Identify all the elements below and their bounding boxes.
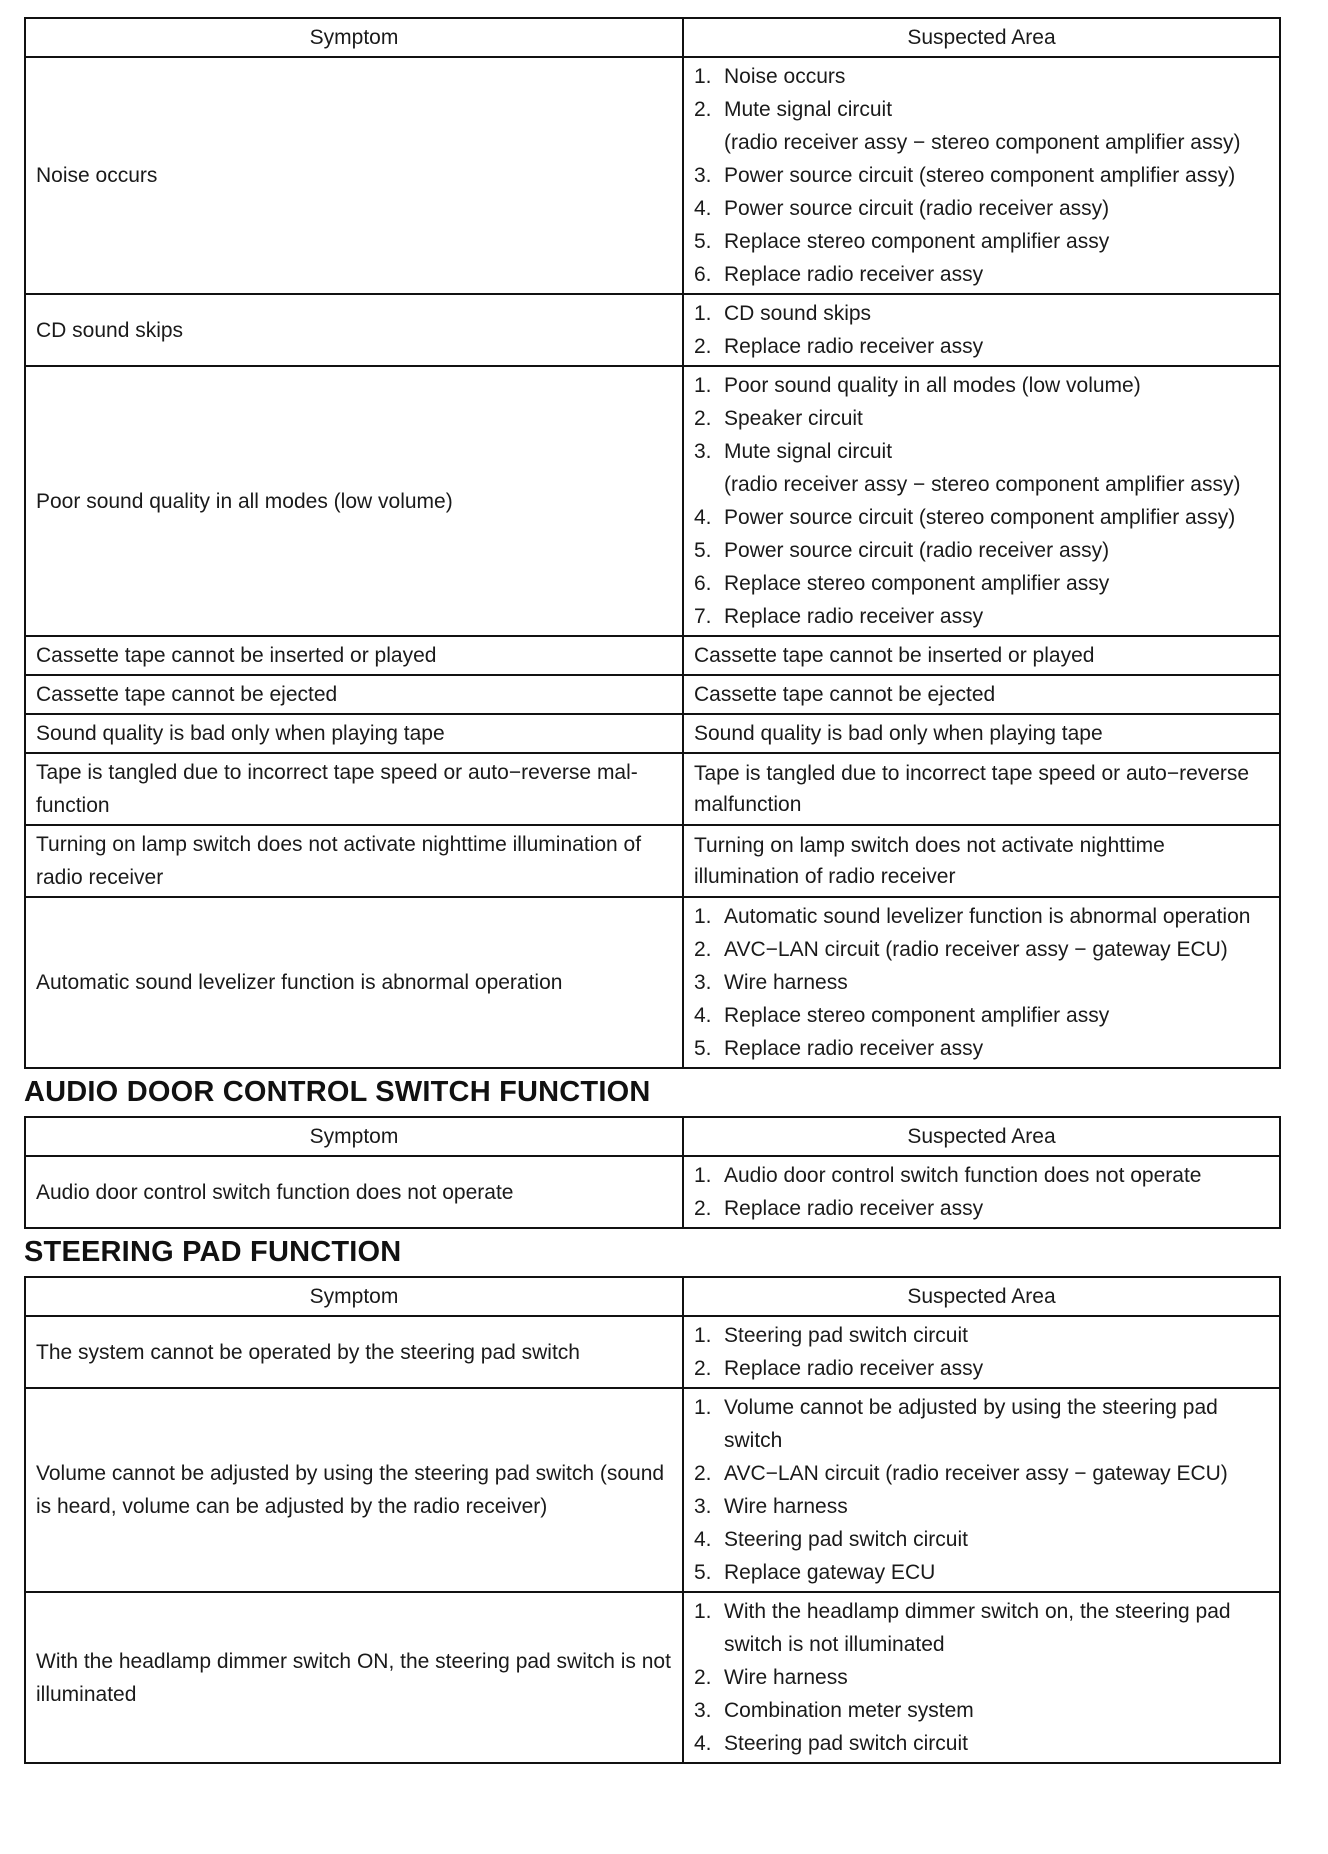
list-item-number: 1. [694, 1396, 712, 1419]
list-item [694, 1391, 1269, 1457]
symptom-cell: Tape is tangled due to incorrect tape speed or auto−reverse mal-function [25, 753, 683, 825]
symptom-cell: Poor sound quality in all modes (low volume) [25, 366, 683, 636]
list-item-text: Power source circuit (stereo component amplifier assy) [724, 506, 1236, 529]
list-item-number: 2. [694, 1357, 712, 1380]
list-item [694, 1661, 1269, 1694]
table-row [25, 1592, 1280, 1763]
table-row [25, 675, 1280, 714]
list-item [694, 1159, 1269, 1192]
list-item [694, 999, 1269, 1032]
list-item-number: 1. [694, 65, 712, 88]
list-item [694, 501, 1269, 534]
section-title-steering-pad: STEERING PAD FUNCTION [24, 1236, 402, 1268]
list-item-number: 1. [694, 905, 712, 928]
table-row [25, 1388, 1280, 1592]
list-item [694, 369, 1269, 402]
list-item [694, 1595, 1269, 1661]
table-body [25, 1156, 1280, 1228]
list-item [694, 1523, 1269, 1556]
suspected-area-list [694, 1319, 1269, 1385]
list-item-number: 2. [694, 407, 712, 430]
list-item-text: Steering pad switch circuit [724, 1732, 968, 1755]
suspected-area-header: Suspected Area [683, 1117, 1280, 1156]
list-item-number: 4. [694, 1528, 712, 1551]
table-row [25, 1156, 1280, 1228]
list-item-number: 2. [694, 1462, 712, 1485]
list-item-text: Poor sound quality in all modes (low volume) [724, 374, 1141, 397]
list-item-number: 4. [694, 506, 712, 529]
list-item-number: 3. [694, 440, 712, 463]
symptom-cell: Volume cannot be adjusted by using the steering pad switch (sound is heard, volume can be adjusted by the radio receiver) [25, 1388, 683, 1592]
list-item-text: Replace radio receiver assy [724, 1357, 984, 1380]
symptom-cell: Audio door control switch function does not operate [25, 1156, 683, 1228]
list-item [694, 1352, 1269, 1385]
table-header-row [25, 18, 1280, 57]
list-item-text: Automatic sound levelizer function is abnormal operation [724, 905, 1251, 928]
list-item [694, 60, 1269, 93]
list-item [694, 297, 1269, 330]
symptom-header: Symptom [25, 1277, 683, 1316]
suspected-area-cell [683, 366, 1280, 636]
list-item [694, 159, 1269, 192]
list-item-number: 2. [694, 938, 712, 961]
symptom-cell: Cassette tape cannot be ejected [25, 675, 683, 714]
suspected-area-text: Cassette tape cannot be ejected [694, 683, 996, 706]
suspected-area-list [694, 900, 1269, 1065]
list-item [694, 600, 1269, 633]
list-item-number: 3. [694, 971, 712, 994]
list-item-text: Replace stereo component amplifier assy [724, 230, 1110, 253]
list-item-text: Steering pad switch circuit [724, 1528, 968, 1551]
symptom-cell: Sound quality is bad only when playing tape [25, 714, 683, 753]
list-item-text: AVC−LAN circuit (radio receiver assy − gateway ECU) [724, 1462, 1228, 1485]
table-row [25, 1316, 1280, 1388]
list-item-number: 1. [694, 1600, 712, 1623]
list-item-text: Power source circuit (radio receiver assy) [724, 539, 1110, 562]
list-item-number: 4. [694, 197, 712, 220]
suspected-area-header: Suspected Area [683, 18, 1280, 57]
list-item-number: 2. [694, 1666, 712, 1689]
list-item [694, 468, 1269, 501]
table-row [25, 714, 1280, 753]
symptom-table-steering-pad [24, 1276, 1281, 1764]
list-item-number: 3. [694, 1699, 712, 1722]
list-item-number: 1. [694, 1164, 712, 1187]
list-item [694, 225, 1269, 258]
list-item-text: Power source circuit (radio receiver assy) [724, 197, 1110, 220]
list-item-number: 2. [694, 335, 712, 358]
suspected-area-list [694, 1391, 1269, 1589]
table-header-row [25, 1117, 1280, 1156]
list-item-number: 5. [694, 1037, 712, 1060]
symptom-cell: Turning on lamp switch does not activate nighttime illumination of radio receiver [25, 825, 683, 897]
table-header-row [25, 1277, 1280, 1316]
suspected-area-list [694, 1159, 1269, 1225]
list-item-number: 2. [694, 1197, 712, 1220]
table-row [25, 636, 1280, 675]
list-item-number: 6. [694, 263, 712, 286]
symptom-cell: Cassette tape cannot be inserted or played [25, 636, 683, 675]
suspected-area-cell [683, 714, 1280, 753]
list-item [694, 402, 1269, 435]
suspected-area-header: Suspected Area [683, 1277, 1280, 1316]
symptom-cell: The system cannot be operated by the steering pad switch [25, 1316, 683, 1388]
list-item-text: With the headlamp dimmer switch on, the steering pad switch is not illuminated [724, 1600, 1231, 1656]
table-row [25, 366, 1280, 636]
table-body [25, 1316, 1280, 1763]
symptom-cell: CD sound skips [25, 294, 683, 366]
suspected-area-cell [683, 753, 1280, 825]
symptom-cell: Noise occurs [25, 57, 683, 294]
list-item [694, 330, 1269, 363]
list-item [694, 933, 1269, 966]
list-item-text: CD sound skips [724, 302, 872, 325]
list-item-text: Power source circuit (stereo component amplifier assy) [724, 164, 1236, 187]
list-item [694, 534, 1269, 567]
table-body [25, 57, 1280, 1068]
suspected-area-cell [683, 825, 1280, 897]
list-item-text: Volume cannot be adjusted by using the steering pad switch [724, 1396, 1218, 1452]
symptom-header: Symptom [25, 1117, 683, 1156]
list-item [694, 1457, 1269, 1490]
list-item-text: (radio receiver assy − stereo component amplifier assy) [724, 131, 1241, 154]
list-item-text: Wire harness [724, 1495, 848, 1518]
list-item [694, 1192, 1269, 1225]
list-item [694, 1727, 1269, 1760]
suspected-area-text: Cassette tape cannot be inserted or played [694, 644, 1095, 667]
list-item-text: Steering pad switch circuit [724, 1324, 968, 1347]
list-item [694, 1319, 1269, 1352]
list-item [694, 258, 1269, 291]
suspected-area-cell [683, 57, 1280, 294]
list-item-text: AVC−LAN circuit (radio receiver assy − gateway ECU) [724, 938, 1228, 961]
list-item [694, 93, 1269, 126]
table-row [25, 57, 1280, 294]
list-item-text: Mute signal circuit [724, 440, 893, 463]
suspected-area-cell [683, 1388, 1280, 1592]
symptom-header: Symptom [25, 18, 683, 57]
suspected-area-text: Sound quality is bad only when playing tape [694, 722, 1103, 745]
list-item-number: 3. [694, 164, 712, 187]
list-item-number: 4. [694, 1732, 712, 1755]
list-item-text: Noise occurs [724, 65, 846, 88]
list-item-number: 5. [694, 1561, 712, 1584]
list-item-text: Replace radio receiver assy [724, 1197, 984, 1220]
list-item-text: Speaker circuit [724, 407, 863, 430]
list-item-text: Replace stereo component amplifier assy [724, 572, 1110, 595]
list-item-number: 6. [694, 572, 712, 595]
list-item [694, 567, 1269, 600]
list-item [694, 1032, 1269, 1065]
table-row [25, 825, 1280, 897]
suspected-area-cell [683, 1156, 1280, 1228]
suspected-area-list [694, 60, 1269, 291]
suspected-area-list [694, 369, 1269, 633]
list-item [694, 435, 1269, 468]
list-item-text: Replace radio receiver assy [724, 263, 984, 286]
list-item-text: Combination meter system [724, 1699, 974, 1722]
list-item-number: 2. [694, 98, 712, 121]
table-row [25, 294, 1280, 366]
list-item [694, 1490, 1269, 1523]
list-item-text: Mute signal circuit [724, 98, 893, 121]
list-item-text: Replace stereo component amplifier assy [724, 1004, 1110, 1027]
suspected-area-list [694, 1595, 1269, 1760]
symptom-cell: Automatic sound levelizer function is abnormal operation [25, 897, 683, 1068]
suspected-area-text: Tape is tangled due to incorrect tape speed or auto−reverse malfunction [694, 762, 1250, 816]
suspected-area-cell [683, 897, 1280, 1068]
list-item-text: Wire harness [724, 971, 848, 994]
list-item-text: Replace gateway ECU [724, 1561, 936, 1584]
list-item [694, 1694, 1269, 1727]
suspected-area-list [694, 297, 1269, 363]
list-item-text: Replace radio receiver assy [724, 1037, 984, 1060]
table-row [25, 897, 1280, 1068]
list-item-number: 5. [694, 230, 712, 253]
list-item-number: 1. [694, 302, 712, 325]
list-item-text: Replace radio receiver assy [724, 605, 984, 628]
suspected-area-cell [683, 636, 1280, 675]
list-item-text: Audio door control switch function does not operate [724, 1164, 1202, 1187]
list-item [694, 126, 1269, 159]
list-item-number: 5. [694, 539, 712, 562]
list-item [694, 1556, 1269, 1589]
list-item [694, 900, 1269, 933]
symptom-table-audio-door [24, 1116, 1281, 1229]
list-item-text: Replace radio receiver assy [724, 335, 984, 358]
troubleshooting-page [24, 17, 1279, 1764]
suspected-area-cell [683, 294, 1280, 366]
table-row [25, 753, 1280, 825]
list-item [694, 192, 1269, 225]
list-item-text: Wire harness [724, 1666, 848, 1689]
symptom-cell: With the headlamp dimmer switch ON, the steering pad switch is not illuminated [25, 1592, 683, 1763]
list-item-number: 4. [694, 1004, 712, 1027]
list-item [694, 966, 1269, 999]
suspected-area-text: Turning on lamp switch does not activate nighttime illumination of radio receiver [694, 834, 1165, 888]
list-item-number: 1. [694, 374, 712, 397]
list-item-text: (radio receiver assy − stereo component amplifier assy) [724, 473, 1241, 496]
list-item-number: 7. [694, 605, 712, 628]
suspected-area-cell [683, 675, 1280, 714]
suspected-area-cell [683, 1316, 1280, 1388]
list-item-number: 3. [694, 1495, 712, 1518]
list-item-number: 1. [694, 1324, 712, 1347]
section-title-audio-door: AUDIO DOOR CONTROL SWITCH FUNCTION [24, 1076, 651, 1108]
suspected-area-cell [683, 1592, 1280, 1763]
symptom-table-main [24, 17, 1281, 1069]
